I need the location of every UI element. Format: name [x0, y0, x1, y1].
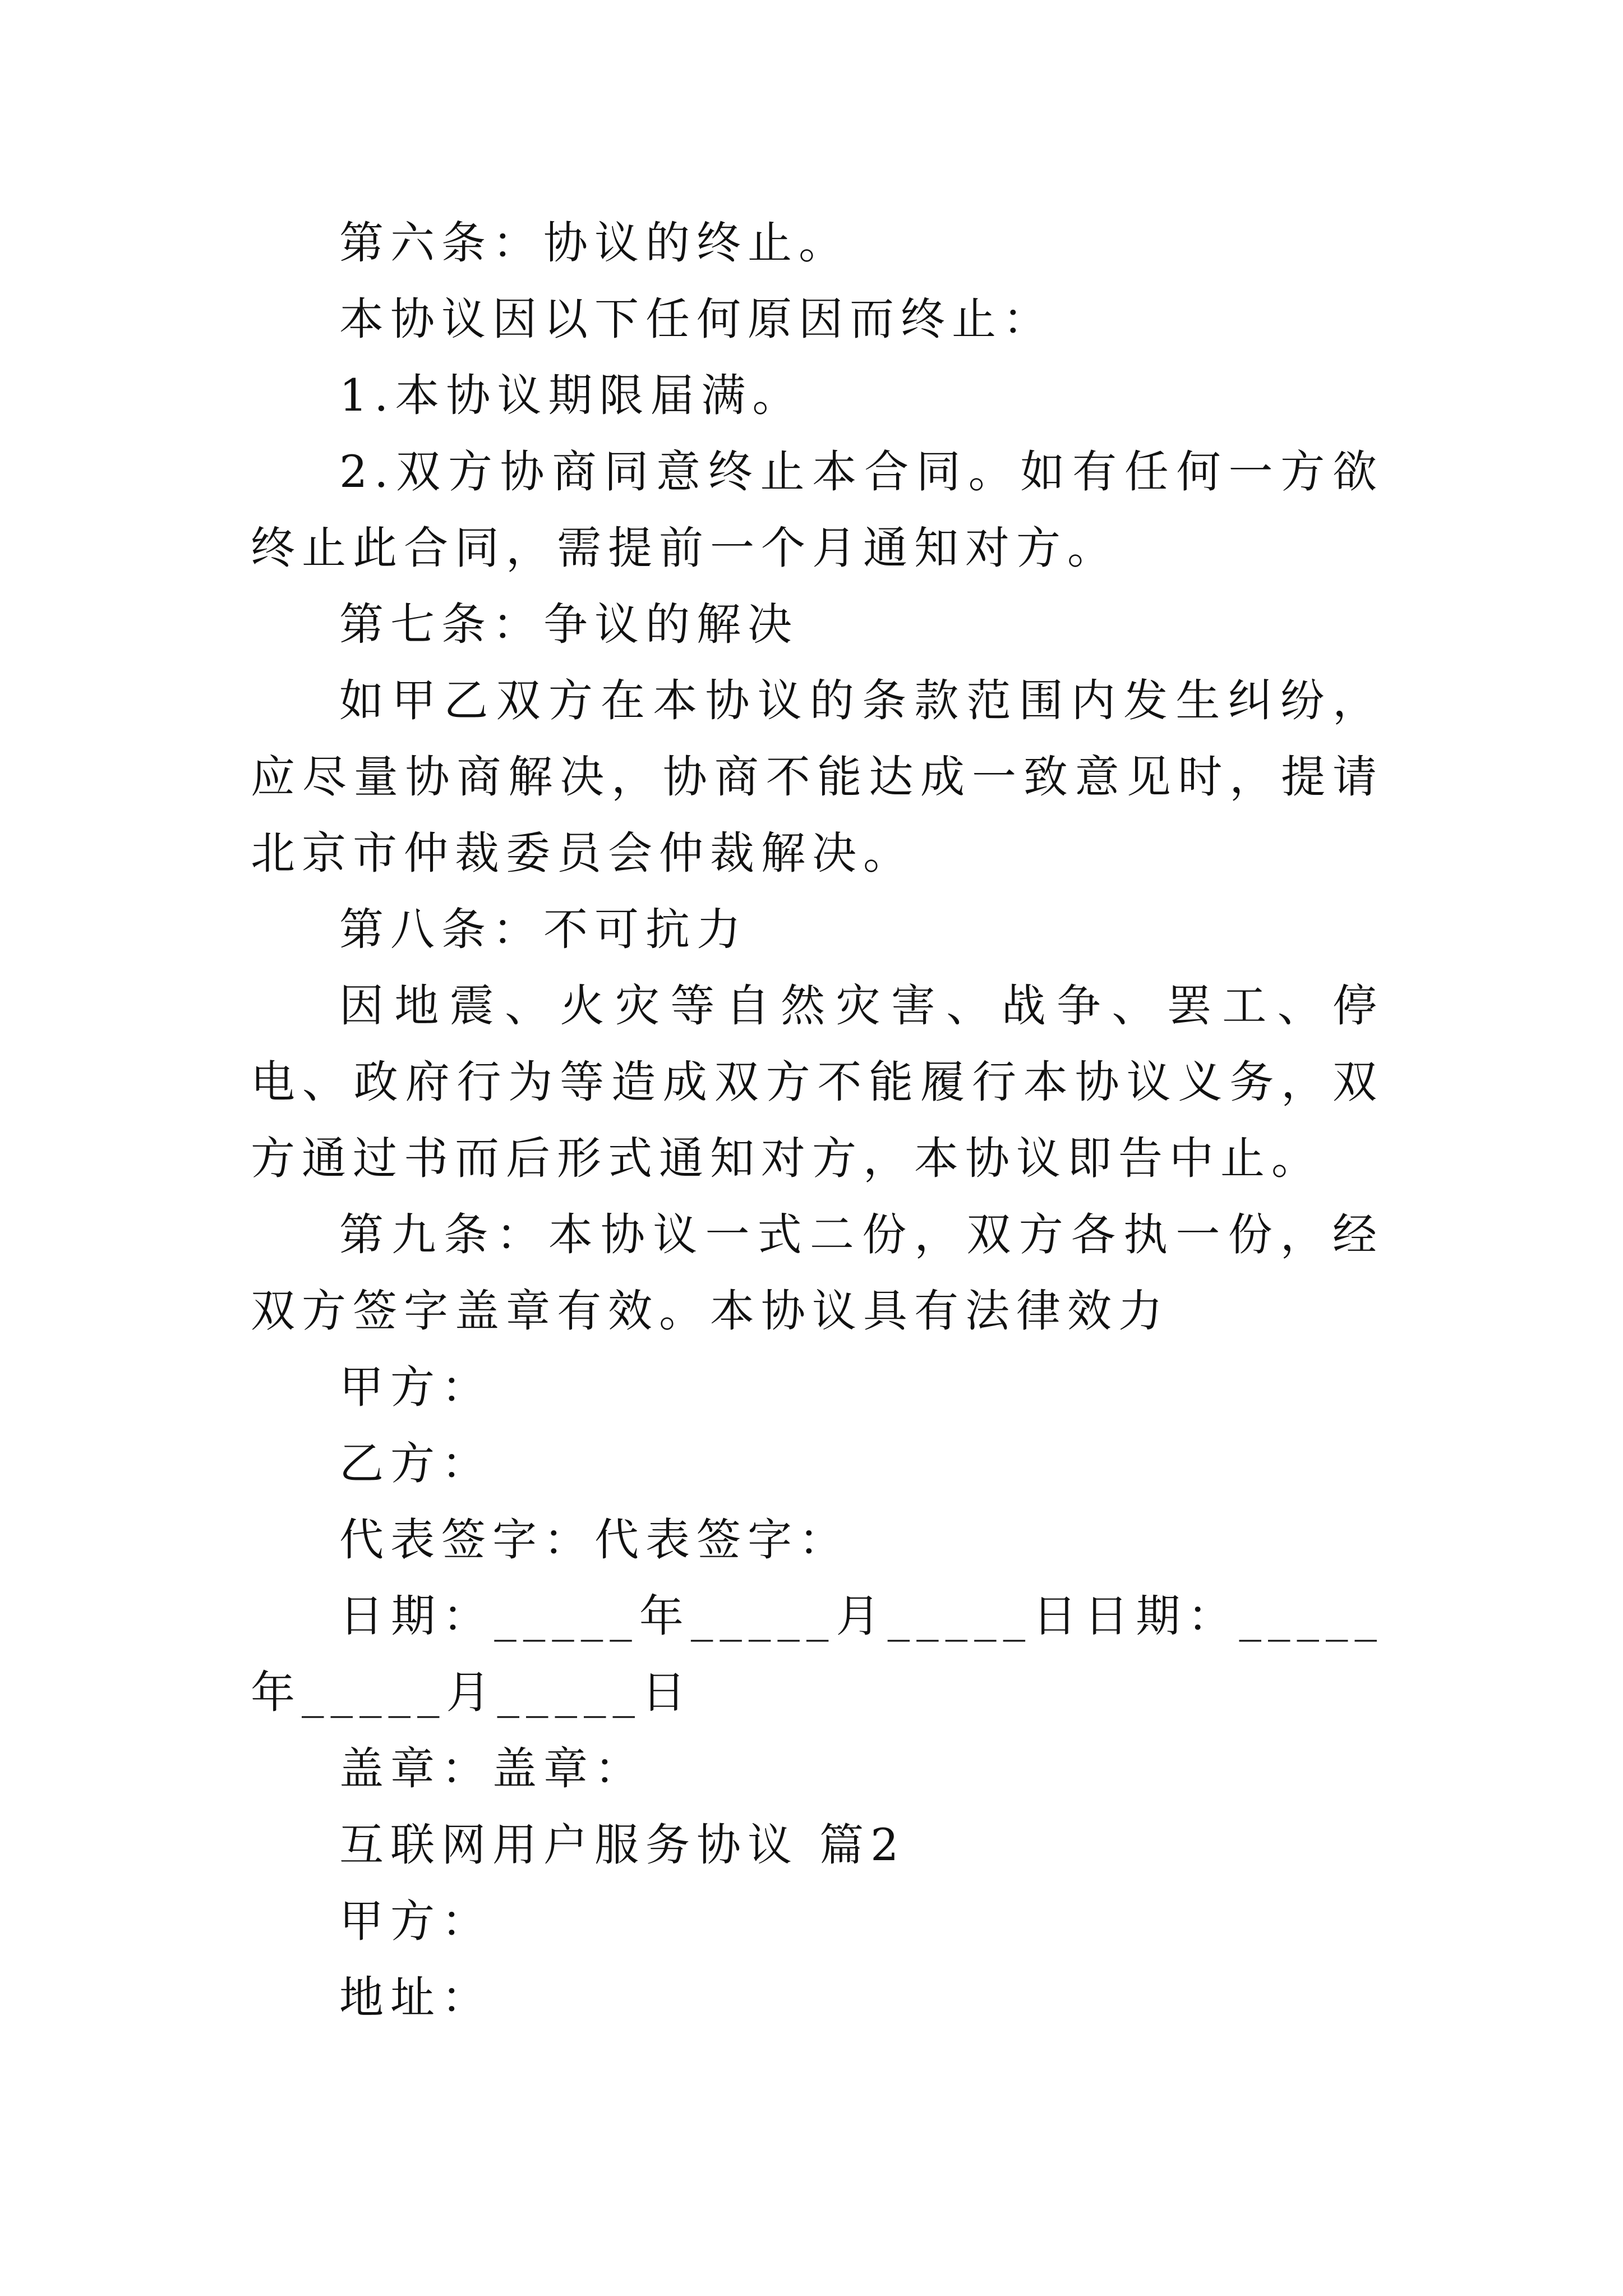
document-body	[251, 205, 1384, 2036]
article-7-heading: 第七条：争议的解决	[339, 599, 799, 650]
article-8-heading: 第八条：不可抗力	[339, 904, 748, 955]
termination-clause-2: 2.双方协商同意终止本合同。如有任何一方欲终止此合同，需提前一个月通知对方。	[251, 446, 1384, 574]
address-label: 地址：	[339, 1972, 492, 2023]
article-9-text: 第九条：本协议一式二份，双方各执一份，经双方签字盖章有效。本协议具有法律效力	[251, 1209, 1384, 1337]
section-2-title: 互联网用户服务协议 篇2	[339, 1819, 906, 1871]
party-b-label: 乙方：	[339, 1438, 492, 1489]
party-a-label-2: 甲方：	[339, 1895, 492, 1947]
termination-intro: 本协议因以下任何原因而终止：	[339, 293, 1054, 345]
article-6-heading: 第六条：协议的终止。	[339, 217, 850, 269]
party-a-label: 甲方：	[339, 1361, 492, 1413]
force-majeure-text: 因地震、火灾等自然灾害、战争、罢工、停电、政府行为等造成双方不能履行本协议义务，双方通过书而后形式通知对方，本协议即告中止。	[251, 980, 1384, 1184]
termination-clause-1: 1.本协议期限届满。	[339, 370, 804, 421]
representative-signature-line: 代表签字：代表签字：	[339, 1514, 850, 1566]
dispute-resolution-text: 如甲乙双方在本协议的条款范围内发生纠纷，应尽量协商解决，协商不能达成一致意见时，提请北京市仲裁委员会仲裁解决。	[251, 675, 1384, 879]
seal-line: 盖章：盖章：	[339, 1743, 645, 1795]
date-line: 日期：_____年_____月_____日日期：_____年_____月_____日	[251, 1590, 1384, 1718]
